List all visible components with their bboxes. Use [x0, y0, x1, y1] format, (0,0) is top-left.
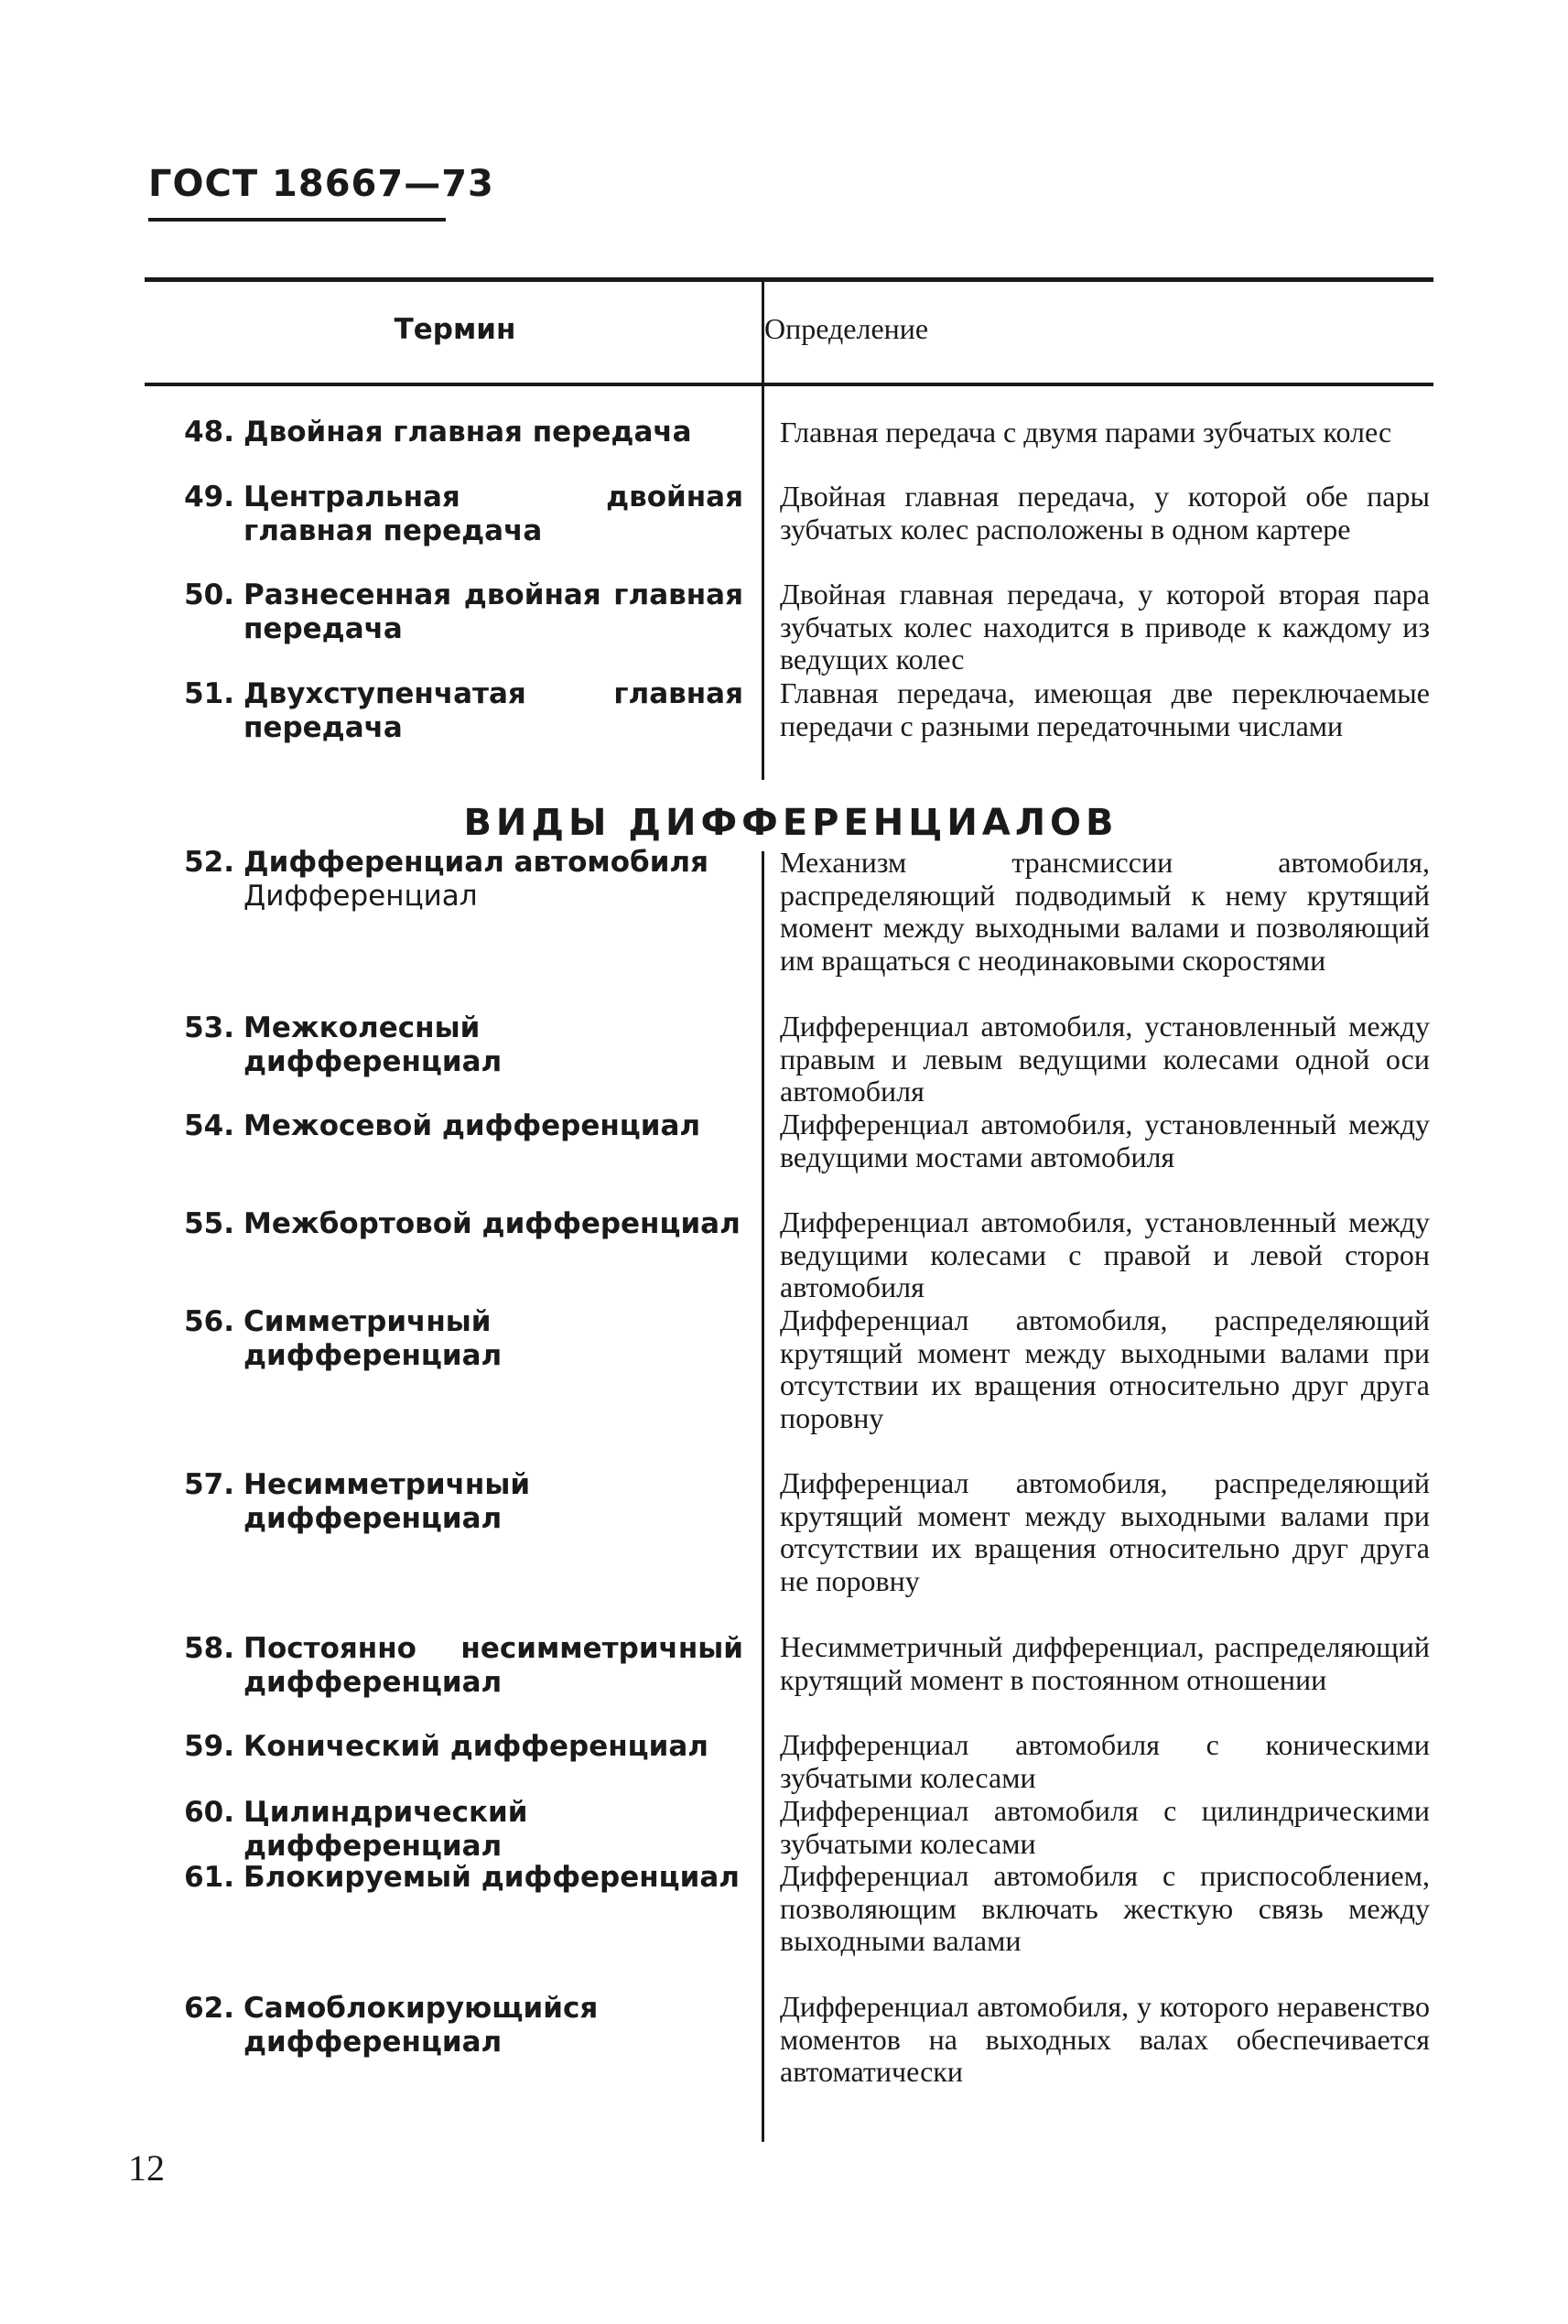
- definition-text: [780, 1795, 1430, 1860]
- term-text: Дифференциал автомобиля: [243, 846, 709, 879]
- definition-text: [780, 1631, 1430, 1696]
- column-header-term: Термин: [394, 313, 516, 346]
- definition-body: Дифференциал автомобиля с цилиндрическими зубчатыми колесами: [780, 1794, 1430, 1860]
- term-number: 56.: [184, 1305, 234, 1338]
- definition-text: [780, 416, 1430, 449]
- term-number: 54.: [184, 1109, 234, 1142]
- term-number: 51.: [184, 677, 234, 710]
- term-number: 61.: [184, 1861, 234, 1894]
- table-column-divider: [762, 384, 764, 780]
- term-text: Двойная главная передача: [243, 416, 692, 449]
- term-item: [157, 1861, 743, 1895]
- term-item: [157, 1207, 743, 1241]
- term-number: 52.: [184, 846, 234, 879]
- definition-body: Главная передача, имеющая две переключаемые передачи с разными передаточными числами: [780, 676, 1430, 742]
- definition-body: Дифференциал автомобиля, установленный между ведущими колесами с правой и левой сторон автомобиля: [780, 1205, 1430, 1303]
- term-text: Несимметричный дифференциал: [243, 1468, 531, 1535]
- term-item: [157, 578, 743, 646]
- term-item: [157, 1468, 743, 1536]
- definition-text: [780, 1860, 1430, 1958]
- term-number: 57.: [184, 1468, 234, 1501]
- table-column-divider: [762, 851, 764, 2142]
- term-item: [157, 677, 743, 745]
- term-item: [157, 1992, 743, 2059]
- term-item: [157, 846, 743, 913]
- document-header: ГОСТ 18667—73: [148, 163, 494, 205]
- table-header-rule: [145, 383, 1433, 386]
- term-item: [157, 481, 743, 548]
- term-text: Самоблокирующийся дифференциал: [243, 1992, 599, 2059]
- term-text: Двухступенчатая главная передача: [243, 677, 743, 744]
- definition-body: Двойная главная передача, у которой обе пары зубчатых колес расположены в одном картере: [780, 480, 1430, 546]
- definition-text: [780, 847, 1430, 977]
- definition-body: Механизм трансмиссии автомобиля, распределяющий подводимый к нему крутящий момент между выходными валами и позволяющий им вращаться с неодинаковыми скоростями: [780, 846, 1430, 977]
- term-number: 55.: [184, 1207, 234, 1240]
- definition-body: Дифференциал автомобиля с приспособлением, позволяющим включать жесткую связь между выходными валами: [780, 1859, 1430, 1957]
- term-number: 59.: [184, 1730, 234, 1763]
- definition-text: [780, 1304, 1430, 1434]
- term-text: Постоянно несимметричный дифференциал: [243, 1632, 743, 1699]
- term-item: [157, 1730, 743, 1764]
- term-item: [157, 1305, 743, 1373]
- term-text: Цилиндрический дифференциал: [243, 1796, 528, 1863]
- term-text: Блокируемый дифференциал: [243, 1861, 740, 1894]
- section-title: ВИДЫ ДИФФЕРЕНЦИАЛОВ: [463, 802, 1119, 844]
- term-text: Межбортовой дифференциал: [243, 1207, 741, 1240]
- term-text: Разнесенная двойная главная передача: [243, 578, 743, 645]
- term-synonym: Дифференциал: [243, 880, 478, 913]
- definition-body: Дифференциал автомобиля, распределяющий крутящий момент между выходными валами при отсутствии их вращения относительно друг друга не поровну: [780, 1466, 1430, 1597]
- column-header-definition: Определение: [764, 312, 929, 345]
- term-number: 53.: [184, 1011, 234, 1044]
- term-item: [157, 1011, 743, 1079]
- term-item: [157, 416, 743, 449]
- definition-text: [780, 1108, 1430, 1173]
- term-text: Центральная двойная главная передача: [243, 481, 743, 547]
- definition-text: [780, 1729, 1430, 1794]
- definition-body: Дифференциал автомобиля, распределяющий крутящий момент между выходными валами при отсутствии их вращения относительно друг друга поровну: [780, 1303, 1430, 1434]
- term-number: 48.: [184, 416, 234, 449]
- definition-text: [780, 481, 1430, 546]
- definition-body: Дифференциал автомобиля, установленный между правым и левым ведущими колесами одной оси автомобиля: [780, 1010, 1430, 1108]
- term-text: Симметричный дифференциал: [243, 1305, 503, 1372]
- term-item: [157, 1796, 743, 1864]
- term-number: 62.: [184, 1992, 234, 2025]
- page-number: 12: [128, 2147, 165, 2189]
- definition-body: Двойная главная передача, у которой вторая пара зубчатых колес находится в приводе к каждому из ведущих колес: [780, 578, 1430, 676]
- definition-text: [780, 677, 1430, 742]
- definition-body: Главная передача с двумя парами зубчатых колес: [780, 416, 1392, 449]
- term-number: 60.: [184, 1796, 234, 1829]
- term-item: [157, 1109, 743, 1143]
- term-item: [157, 1632, 743, 1700]
- term-text: Межколесный дифференциал: [243, 1011, 503, 1078]
- definition-body: Дифференциал автомобиля, установленный между ведущими мостами автомобиля: [780, 1108, 1430, 1173]
- term-number: 50.: [184, 578, 234, 611]
- definition-body: Дифференциал автомобиля с коническими зубчатыми колесами: [780, 1728, 1430, 1794]
- header-underline: [148, 218, 446, 222]
- definition-body: Несимметричный дифференциал, распределяющий крутящий момент в постоянном отношении: [780, 1630, 1430, 1696]
- term-text: Конический дифференциал: [243, 1730, 708, 1763]
- definition-text: [780, 578, 1430, 676]
- definition-text: [780, 1011, 1430, 1108]
- definition-body: Дифференциал автомобиля, у которого неравенство моментов на выходных валах обеспечивается автоматически: [780, 1990, 1430, 2088]
- definition-text: [780, 1206, 1430, 1304]
- table-top-rule: [145, 277, 1433, 282]
- definition-text: [780, 1991, 1430, 2089]
- term-number: 58.: [184, 1632, 234, 1665]
- term-number: 49.: [184, 481, 234, 513]
- term-text: Межосевой дифференциал: [243, 1109, 701, 1142]
- definition-text: [780, 1467, 1430, 1597]
